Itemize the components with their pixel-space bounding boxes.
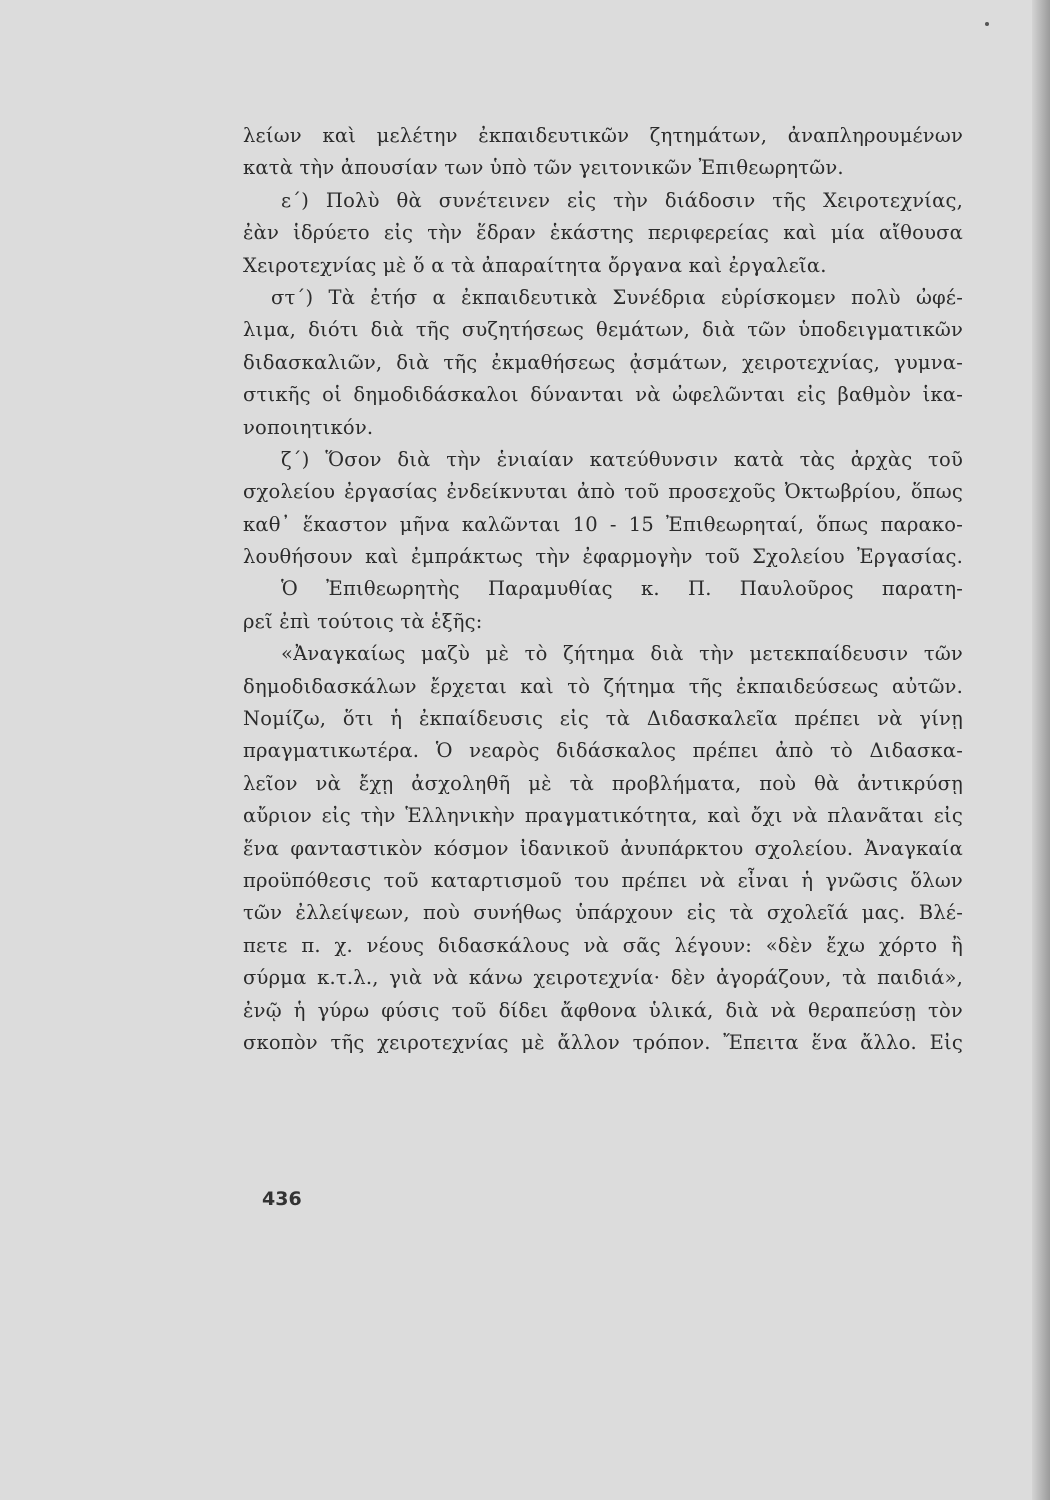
text-line: σκοπὸν τῆς χειροτεχνίας μὲ ἄλλον τρόπον. Ἔπειτα ἕνα ἄλλο. Εἰς [243,1030,963,1054]
text-line: πετε π. χ. νέους διδασκάλους νὰ σᾶς λέγουν: «δὲν ἔχω χόρτο ἢ [243,933,963,957]
text-line: κατὰ τὴν ἀπουσίαν των ὑπὸ τῶν γειτονικῶν Ἐπιθεωρητῶν. [243,156,844,180]
text-line: «Ἀναγκαίως μαζὺ μὲ τὸ ζήτημα διὰ τὴν μετεκπαίδευσιν τῶν [281,642,963,666]
text-line: στ΄) Τὰ ἐτήσ α ἐκπαιδευτικὰ Συνέδρια εὑρίσκομεν πολὺ ὠφέ- [271,285,963,309]
text-line: ρεῖ ἐπὶ τούτοις τὰ ἑξῆς: [243,609,483,633]
text-line: πραγματικωτέρα. Ὁ νεαρὸς διδάσκαλος πρέπει ἀπὸ τὸ Διδασκα- [243,739,963,763]
text-line: λείων καὶ μελέτην ἐκπαιδευτικῶν ζητημάτων, ἀναπληρουμένων [243,124,963,147]
page-number: 436 [262,1188,302,1210]
text-line: διδασκαλιῶν, διὰ τῆς ἐκμαθήσεως ᾀσμάτων, χειροτεχνίας, γυμνα- [243,350,963,374]
text-line: σύρμα κ.τ.λ., γιὰ νὰ κάνω χειροτεχνία· δὲν ἀγοράζουν, τὰ παιδιά», [243,966,963,990]
text-line: λεῖον νὰ ἔχῃ ἀσχοληθῆ μὲ τὰ προβλήματα, ποὺ θὰ ἀντικρύσῃ [243,771,963,795]
text-line: Νομίζω, ὅτι ἡ ἐκπαίδευσις εἰς τὰ Διδασκαλεῖα πρέπει νὰ γίνῃ [243,707,963,731]
body-text [243,120,963,1059]
text-line: ε΄) Πολὺ θὰ συνέτεινεν εἰς τὴν διάδοσιν τῆς Χειροτεχνίας, [281,188,963,212]
text-line: λουθήσουν καὶ ἐμπράκτως τὴν ἐφαρμογὴν τοῦ Σχολείου Ἐργασίας. [243,545,963,569]
text-line: ζ΄) Ὅσον διὰ τὴν ἑνιαίαν κατεύθυνσιν κατὰ τὰς ἀρχὰς τοῦ [281,447,963,471]
text-line: σχολείου ἐργασίας ἐνδείκνυται ἀπὸ τοῦ προσεχοῦς Ὀκτωβρίου, ὅπως [243,480,963,504]
page-edge-shadow [1032,0,1050,1500]
text-line: τῶν ἐλλείψεων, ποὺ συνήθως ὑπάρχουν εἰς τὰ σχολεῖά μας. Βλέ- [243,901,963,925]
dust-speck [985,22,989,26]
text-line: προϋπόθεσις τοῦ καταρτισμοῦ του πρέπει νὰ εἶναι ἡ γνῶσις ὅλων [243,868,963,892]
text-line: νοποιητικόν. [243,415,374,439]
text-line: Χειροτεχνίας μὲ ὅ α τὰ ἀπαραίτητα ὄργανα καὶ ἐργαλεῖα. [243,253,827,277]
text-line: καθ᾿ ἕκαστον μῆνα καλῶνται 10 - 15 Ἐπιθεωρηταί, ὅπως παρακο- [243,512,963,536]
text-line: ἐνῷ ἡ γύρω φύσις τοῦ δίδει ἄφθονα ὑλικά, διὰ νὰ θεραπεύσῃ τὸν [243,998,963,1022]
text-line: λιμα, διότι διὰ τῆς συζητήσεως θεμάτων, διὰ τῶν ὑποδειγματικῶν [243,318,963,342]
text-line: δημοδιδασκάλων ἔρχεται καὶ τὸ ζήτημα τῆς ἐκπαιδεύσεως αὐτῶν. [243,674,963,698]
text-line: ἐὰν ἱδρύετο εἰς τὴν ἕδραν ἑκάστης περιφερείας καὶ μία αἴθουσα [243,221,963,245]
text-line: ἕνα φανταστικὸν κόσμον ἰδανικοῦ ἀνυπάρκτου σχολείου. Ἀναγκαία [243,836,963,860]
text-line: αὔριον εἰς τὴν Ἑλληνικὴν πραγματικότητα, καὶ ὄχι νὰ πλανᾶται εἰς [243,804,963,828]
text-line: Ὁ Ἐπιθεωρητὴς Παραμυθίας κ. Π. Παυλοῦρος παρατη- [281,577,963,601]
text-line: στικῆς οἱ δημοδιδάσκαλοι δύνανται νὰ ὠφελῶνται εἰς βαθμὸν ἱκα- [243,383,963,407]
